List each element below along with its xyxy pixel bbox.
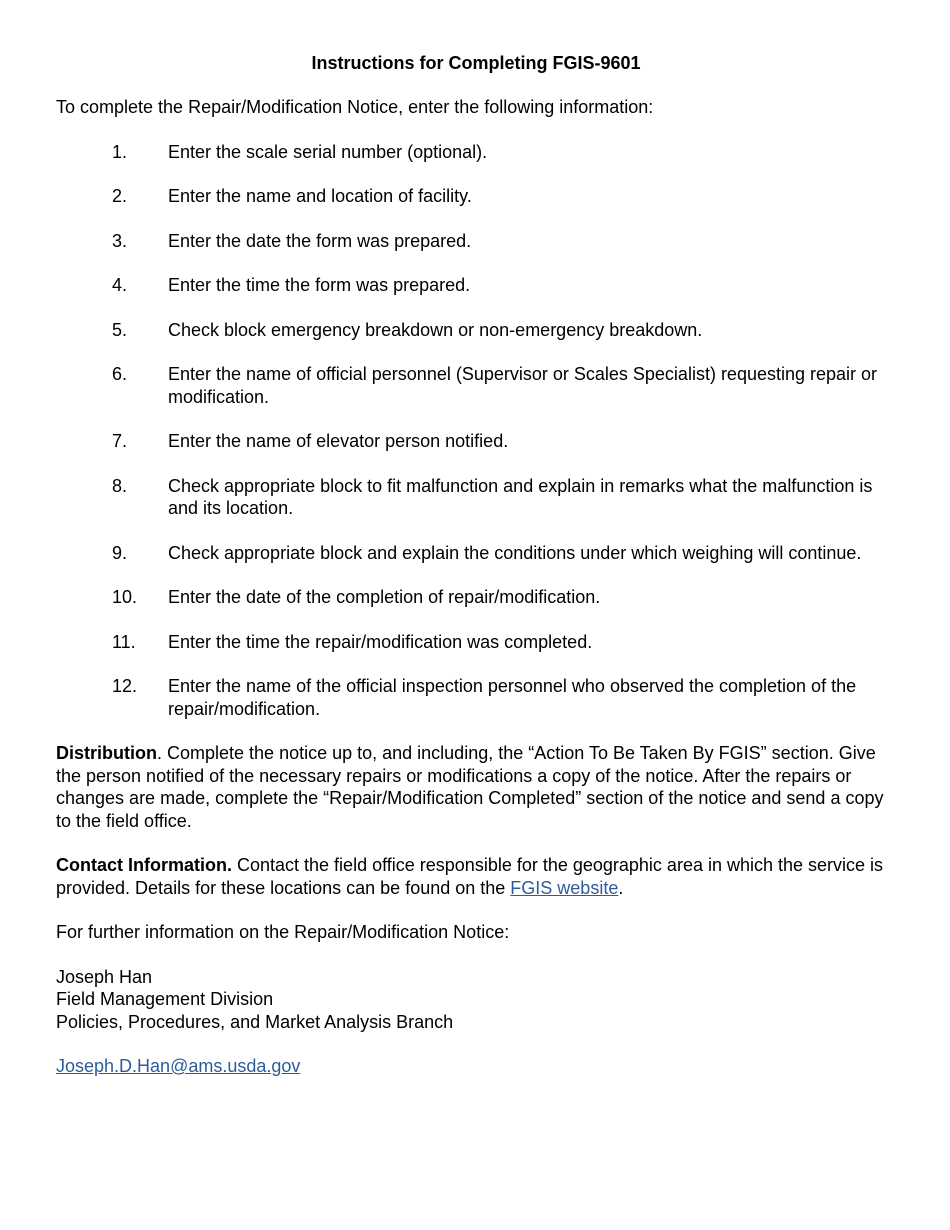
instruction-step [56, 542, 896, 565]
contact-information-end: . [618, 877, 624, 898]
step-number: 10. [112, 587, 138, 607]
instruction-step [56, 430, 896, 453]
document-page [56, 52, 896, 1078]
step-text: Enter the scale serial number (optional). [168, 141, 488, 162]
contact-information-text: Contact the field office responsible for the geographic area in which the service is provided. Details for these locations can be found on the [56, 855, 884, 898]
step-number: 8. [112, 475, 128, 496]
step-number: 12. [112, 676, 138, 696]
step-number: 1. [112, 141, 128, 162]
step-text: Check block emergency breakdown or non-emergency breakdown. [168, 319, 703, 340]
fgis-website-link[interactable]: FGIS website [510, 877, 619, 898]
contact-branch: Policies, Procedures, and Market Analysis Branch [56, 1011, 454, 1032]
step-text: Enter the name of official personnel (Supervisor or Scales Specialist) requesting repair or modification. [168, 364, 878, 407]
instruction-step [56, 319, 896, 342]
instruction-step [56, 363, 896, 408]
intro-text: To complete the Repair/Modification Notice, enter the following information: [56, 97, 654, 117]
contact-information-heading: Contact Information. [56, 855, 232, 875]
instruction-steps-list [56, 141, 896, 721]
distribution-paragraph [56, 742, 896, 832]
step-text: Enter the name and location of facility. [168, 186, 472, 206]
step-number: 9. [112, 542, 128, 563]
instruction-step [56, 675, 896, 720]
instruction-step [56, 631, 896, 654]
instruction-step [56, 475, 896, 520]
document-title: Instructions for Completing FGIS-9601 [311, 53, 641, 73]
step-number: 6. [112, 364, 128, 384]
step-text: Enter the name of the official inspection personnel who observed the completion of the repair/modification. [168, 676, 857, 719]
step-text: Enter the date of the completion of repair/modification. [168, 587, 601, 607]
contact-division: Field Management Division [56, 989, 274, 1009]
step-text: Enter the time the form was prepared. [168, 275, 471, 295]
distribution-heading: Distribution [56, 743, 157, 763]
step-number: 7. [112, 431, 128, 451]
step-number: 4. [112, 275, 128, 295]
step-text: Enter the name of elevator person notified. [168, 431, 509, 451]
step-text: Enter the date the form was prepared. [168, 230, 472, 251]
instruction-step [56, 586, 896, 609]
distribution-text: . Complete the notice up to, and including, the “Action To Be Taken By FGIS” section. Give the person notified of the necessary repairs or modifications a copy of the notice. After the repairs or changes are made, complete the “Repair/Modification Completed” section of the notice and send a copy to the field office. [56, 743, 884, 831]
contact-email-link[interactable]: Joseph.D.Han@ams.usda.gov [56, 1056, 301, 1076]
instruction-step [56, 141, 896, 164]
step-text: Check appropriate block and explain the conditions under which weighing will continue. [168, 542, 862, 563]
step-number: 3. [112, 230, 128, 251]
further-info-text: For further information on the Repair/Modification Notice: [56, 922, 510, 942]
instruction-step [56, 185, 896, 208]
step-text: Check appropriate block to fit malfunction and explain in remarks what the malfunction is and its location. [168, 475, 873, 518]
contact-block [56, 966, 896, 1034]
step-number: 11. [112, 631, 136, 652]
step-text: Enter the time the repair/modification was completed. [168, 631, 593, 652]
instruction-step [56, 230, 896, 253]
step-number: 5. [112, 319, 128, 340]
contact-information-paragraph [56, 854, 896, 899]
instruction-step [56, 274, 896, 297]
contact-name: Joseph Han [56, 966, 153, 987]
step-number: 2. [112, 186, 128, 206]
